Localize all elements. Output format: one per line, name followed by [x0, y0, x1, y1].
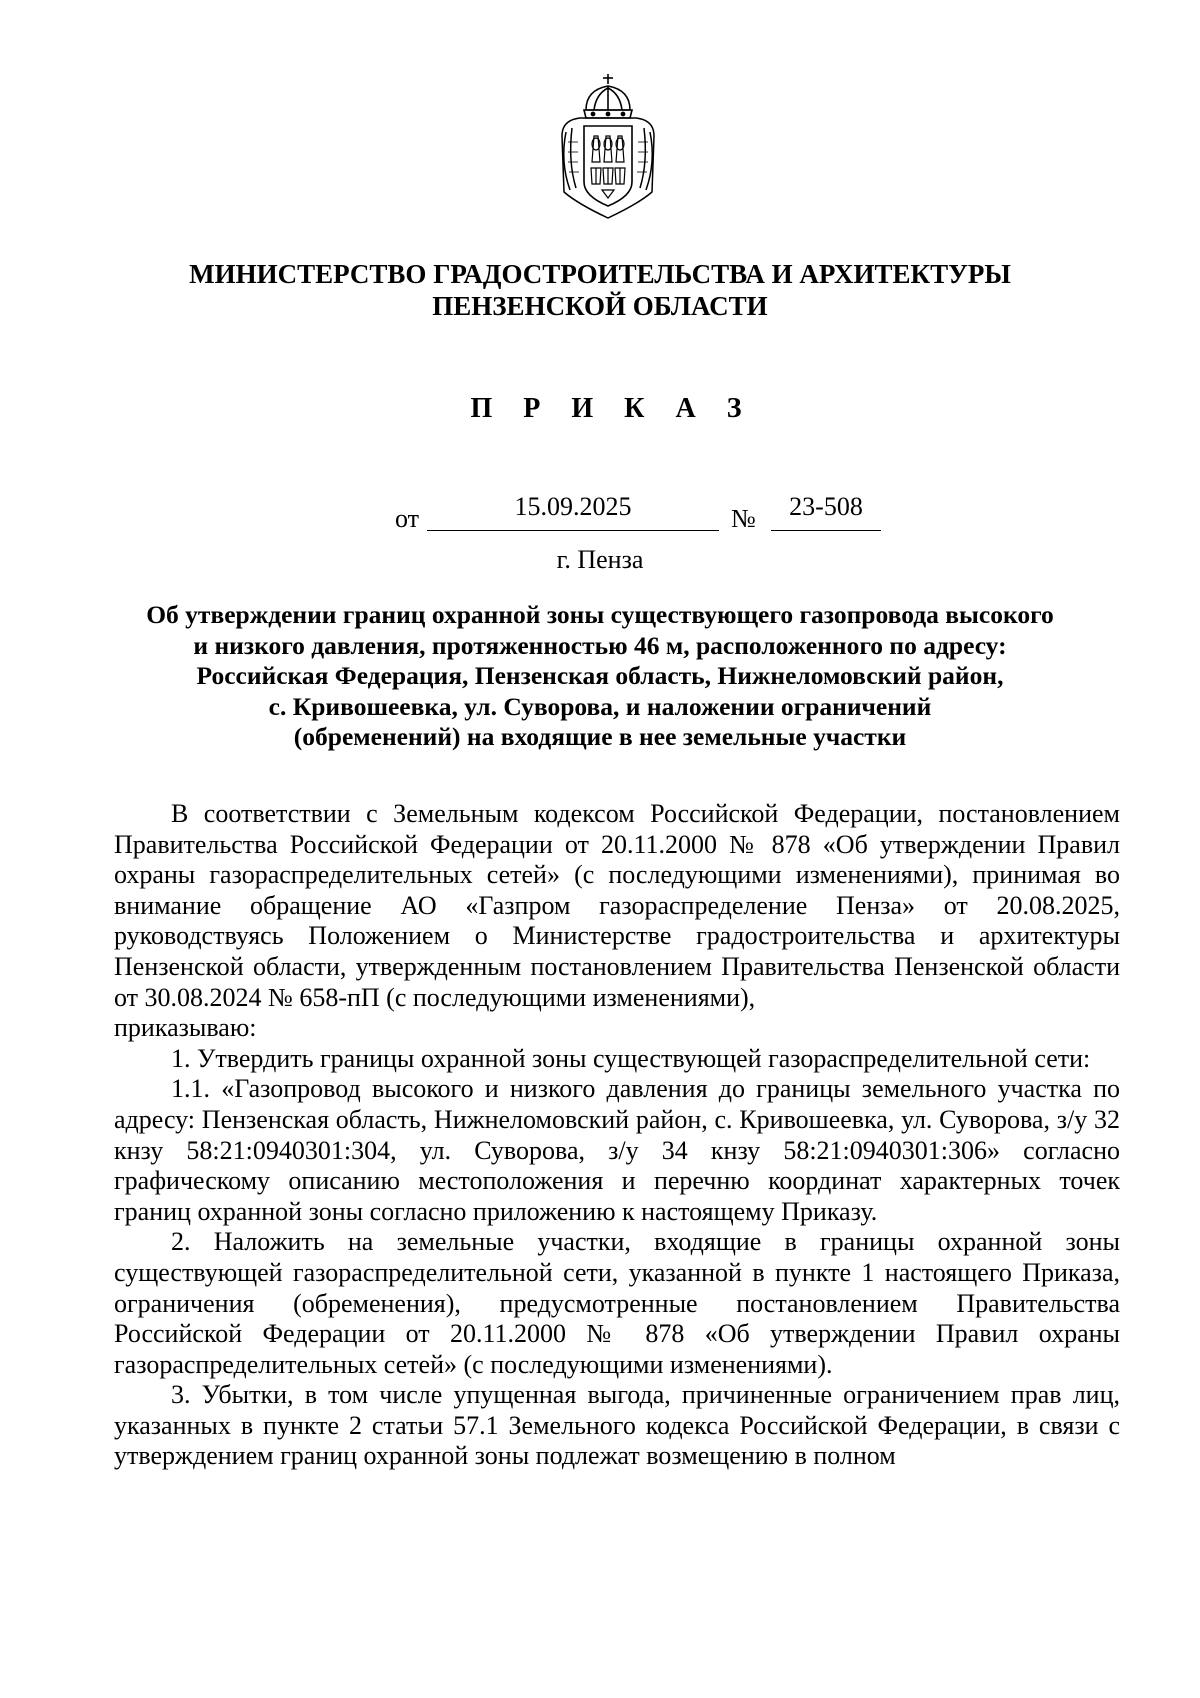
subject-line: и низкого давления, протяженностью 46 м, расположенного по адресу:: [193, 630, 1007, 660]
subject-line: с. Кривошеевка, ул. Суворова, и наложении ограничений: [268, 691, 932, 721]
body-paragraph: 3. Убытки, в том числе упущенная выгода, причиненные ограничением прав лиц, указанных в пункте 2 статьи 57.1 Земельного кодекса Российской Федерации, в связи с утверждением границ охранной зоны подлежат возмещению в полном: [114, 1380, 1120, 1471]
subject-line: (обременений) на входящие в нее земельные участки: [293, 722, 907, 751]
number-prefix-label: №: [731, 504, 756, 533]
body-paragraph: 2. Наложить на земельные участки, входящие в границы охранной зоны существующей газораспределительной сети, указанной в пункте 1 настоящего Приказа, ограничения (обременения), предусмотренные постановлением Правительства Российской Федерации от 20.11.2000 № 878 «Об утверждении Правил охраны газораспределительных сетей» (с последующими изменениями).: [114, 1227, 1120, 1379]
coat-of-arms-emblem: [558, 72, 658, 220]
document-subject: [0, 600, 1200, 753]
subject-line: Об утверждении границ охранной зоны существующего газопровода высокого: [146, 600, 1054, 629]
body-paragraph: В соответствии с Земельным кодексом Российской Федерации, постановлением Правительства Российской Федерации от 20.11.2000 № 878 «Об утверждении Правил охраны газораспределительных сетей» (с последующими изменениями), принимая во внимание обращение АО «Газпром газораспределение Пенза» от 20.08.2025, руководствуясь Положением о Министерстве градостроительства и архитектуры Пензенской области, утвержденным постановлением Правительства Пензенской области от 30.08.2024 № 658-пП (с последующими изменениями),: [114, 799, 1120, 1012]
ministry-name: [0, 258, 1200, 322]
date-prefix-label: от: [395, 504, 420, 533]
ministry-line: МИНИСТЕРСТВО ГРАДОСТРОИТЕЛЬСТВА И АРХИТЕКТУРЫ: [189, 259, 1011, 289]
document-type-title: П Р И К А З: [470, 393, 754, 424]
order-number-field: 23-508: [771, 492, 881, 531]
order-date-field: 15.09.2025: [427, 492, 719, 531]
body-paragraph: 1.1. «Газопровод высокого и низкого давления до границы земельного участка по адресу: Пензенская область, Нижнеломовский район, с. Кривошеевка, ул. Суворова, з/у 32 кнзу 58:21:0940301:304, ул. Суворова, з/у 34 кнзу 58:21:0940301:306» согласно графическому описанию местоположения и перечню координат характерных точек границ охранной зоны согласно приложению к настоящему Приказу.: [114, 1074, 1120, 1226]
document-body: [114, 799, 1120, 1472]
body-paragraph: приказываю:: [114, 1013, 257, 1043]
ministry-line: ПЕНЗЕНСКОЙ ОБЛАСТИ: [432, 291, 768, 321]
city-label: г. Пенза: [556, 545, 644, 574]
subject-line: Российская Федерация, Пензенская область, Нижнеломовский район,: [196, 661, 1004, 690]
body-paragraph: 1. Утвердить границы охранной зоны существующей газораспределительной сети:: [171, 1043, 1091, 1073]
